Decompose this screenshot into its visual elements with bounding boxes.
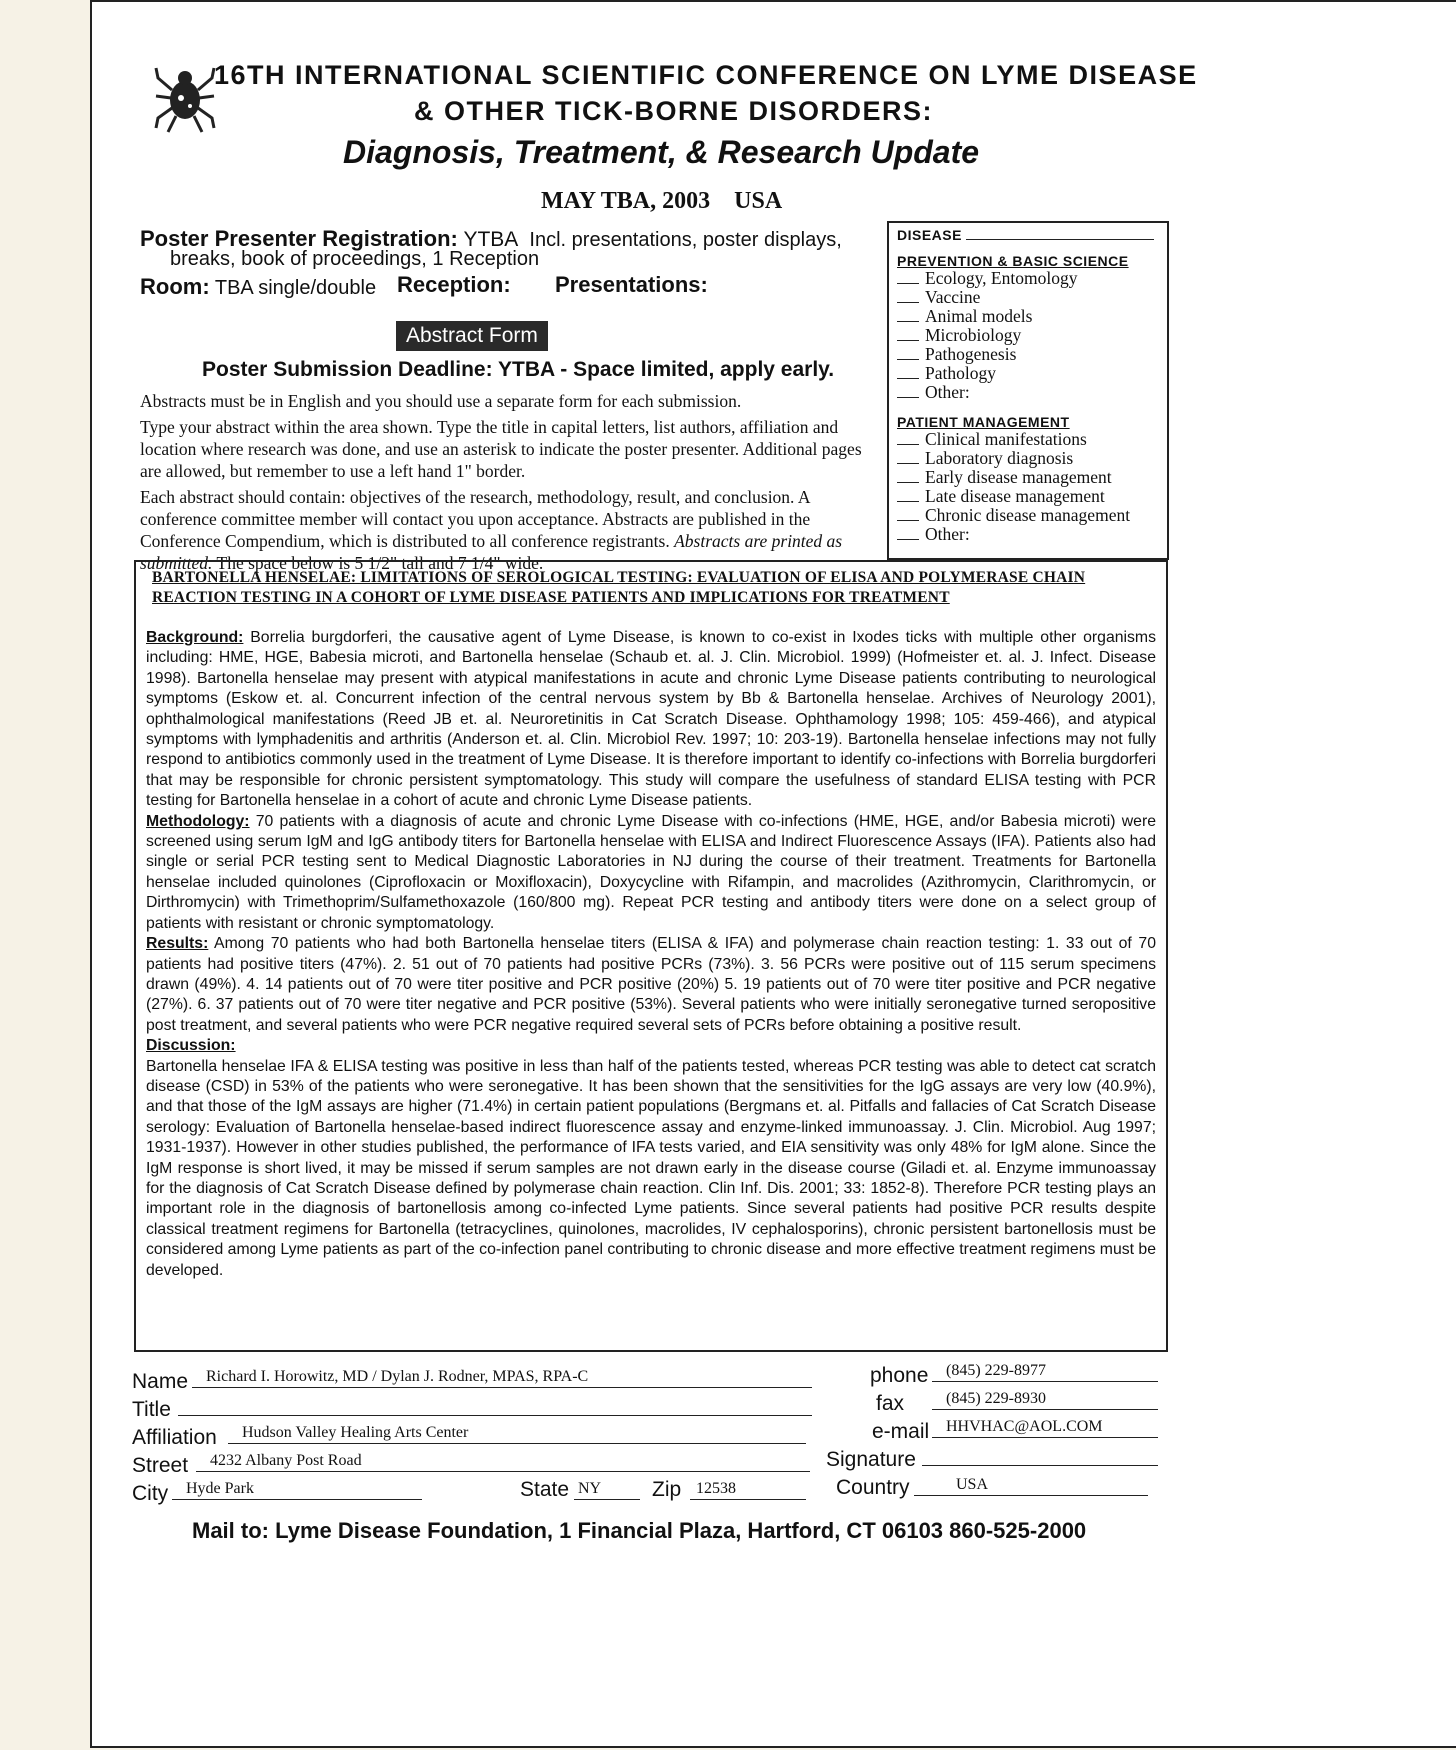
- email-field[interactable]: HHVHAC@AOL.COM: [932, 1418, 1158, 1438]
- abstract-area[interactable]: [134, 560, 1168, 1352]
- signature-label: Signature: [826, 1448, 916, 1471]
- patient-heading: PATIENT MANAGEMENT: [897, 414, 1070, 430]
- reception-label: Reception:: [397, 272, 511, 297]
- instructions-p2: Type your abstract within the area shown. Type the title in capital letters, list authors, affiliation and location where research was done, and use an asterisk to indicate the poster presenter. Additional pages are allowed, but remember to use a left hand 1" border.: [140, 417, 862, 481]
- city-label: City: [132, 1482, 169, 1505]
- patient-item-label: Clinical manifestations: [925, 429, 1087, 449]
- tick-logo-icon: [154, 58, 216, 136]
- checkbox-blank[interactable]: [897, 488, 919, 502]
- prevention-item-label: Pathogenesis: [925, 344, 1017, 364]
- checkbox-blank[interactable]: [897, 507, 919, 521]
- results-section: Results: Among 70 patients who had both Bartonella henselae titers (ELISA & IFA) and polymerase chain reaction testing: 1. 33 out of 70 patients had positive titers (47%). 2. 51 out of 70 patients had positive PCRs (73%). 3. 56 PCRs were positive out of 115 serum specimens drawn (49%). 4. 14 patients out of 70 were titer positive and PCR positive (20%) 5. 19 patients out of 70 were titer positive and PCR negative (27%). 6. 37 patients out of 70 were titer negative and PCR positive (53%). Several patients who were initially seronegative turned seropositive post treatment, and several patients who were PCR negative required several sets of PCRs before obtaining a positive result.: [146, 935, 1156, 1034]
- conference-date: MAY TBA, 2003 USA: [541, 188, 783, 214]
- disease-field[interactable]: DISEASE: [897, 227, 1159, 243]
- affiliation-field[interactable]: Hudson Valley Healing Arts Center: [228, 1424, 806, 1444]
- instructions-p3: Each abstract should contain: objectives of the research, methodology, result, and conclusion. A conference committee member will contact you upon acceptance. Abstracts are published in the Conference Compendium, which is distributed to all conference registrants. Abstracts are printed as submitted. The space below is 5 1/2" tall and 7 1/4" wide.: [140, 487, 843, 573]
- prevention-item-label: Pathology: [925, 363, 996, 383]
- registration-line: Poster Presenter Registration: YTBA Incl. presentations, poster displays,: [140, 226, 842, 251]
- background-section: Background: Borrelia burgdorferi, the causative agent of Lyme Disease, is known to co-exist in Ixodes ticks with multiple other organisms including: HME, HGE, Babesia microti, and Bartonella henselae (Schaub et. al. J. Clin. Microbiol. 1999) (Hofmeister et. al. J. Infect. Disease 1998). Bartonella henselae may present with atypical manifestations in acute and chronic Lyme Disease patients contributing to neurological symptoms (Eskow et. al. Concurrent infection of the central nervous system by Bb & Bartonella henselae. Archives of Neurology 2001), ophthalmological manifestations (Reed JB et. al. Neuroretinitis in Cat Scratch Disease. Ophthamology 1998; 105: 459-466), and atypical symptoms with lymphadenitis and arthritis (Anderson et. al. Clin. Microbiol Rev. 1997; 10: 203-19). Bartonella henselae infections may not fully respond to antibiotics commonly used in the treatment of Lyme Disease. It is therefore important to identify co-infections with Borrelia burgdorferi that may be responsible for chronic persistent symptomatology. This study will compare the usefulness of standard ELISA testing with PCR testing for Bartonella henselae in a cohort of acute and chronic Lyme Disease patients.: [146, 629, 1156, 810]
- state-field[interactable]: NY: [574, 1480, 640, 1500]
- registration-includes: breaks, book of proceedings, 1 Reception: [170, 248, 540, 270]
- submission-deadline: Poster Submission Deadline: YTBA - Space limited, apply early.: [202, 358, 835, 381]
- patient-item-label: Other:: [925, 524, 970, 544]
- zip-label: Zip: [652, 1478, 682, 1501]
- prevention-list: [897, 269, 1159, 402]
- patient-item[interactable]: [897, 506, 1159, 525]
- patient-item-label: Late disease management: [925, 486, 1105, 506]
- patient-list: [897, 430, 1159, 544]
- checkbox-blank[interactable]: [897, 431, 919, 445]
- prevention-item[interactable]: [897, 364, 1159, 383]
- patient-item-label: Laboratory diagnosis: [925, 448, 1074, 468]
- name-label: Name: [132, 1370, 189, 1393]
- affiliation-label: Affiliation: [132, 1426, 217, 1449]
- email-label: e-mail: [872, 1420, 930, 1443]
- zip-field[interactable]: 12538: [690, 1480, 806, 1500]
- form-page: [90, 0, 1456, 1748]
- abstract-title: BARTONELLA HENSELAE: LIMITATIONS OF SEROLOGICAL TESTING: EVALUATION OF ELISA AND POLYMERASE CHAIN REACTION TESTING IN A COHORT OF LYME DISEASE PATIENTS AND IMPLICATIONS FOR TREATMENT: [152, 569, 1086, 606]
- category-box: [887, 221, 1169, 560]
- prevention-item-label: Other:: [925, 382, 970, 402]
- prevention-item[interactable]: [897, 345, 1159, 364]
- signature-field[interactable]: [922, 1446, 1158, 1466]
- checkbox-blank[interactable]: [897, 469, 919, 483]
- prevention-item[interactable]: [897, 288, 1159, 307]
- patient-item[interactable]: [897, 487, 1159, 506]
- street-label: Street: [132, 1454, 189, 1477]
- checkbox-blank[interactable]: [897, 327, 919, 341]
- prevention-item[interactable]: [897, 307, 1159, 326]
- prevention-item[interactable]: [897, 269, 1159, 288]
- checkbox-blank[interactable]: [897, 289, 919, 303]
- city-field[interactable]: Hyde Park: [172, 1480, 422, 1500]
- checkbox-blank[interactable]: [897, 346, 919, 360]
- checkbox-blank[interactable]: [897, 450, 919, 464]
- room-line: Room: TBA single/double: [140, 274, 377, 299]
- prevention-item-label: Vaccine: [925, 287, 981, 307]
- checkbox-blank[interactable]: [897, 270, 919, 284]
- patient-item[interactable]: [897, 430, 1159, 449]
- phone-field[interactable]: (845) 229-8977: [932, 1362, 1158, 1382]
- prevention-item-label: Animal models: [925, 306, 1033, 326]
- title-label: Title: [132, 1398, 171, 1421]
- instructions-p1: Abstracts must be in English and you should use a separate form for each submission.: [140, 391, 742, 411]
- fax-field[interactable]: (845) 229-8930: [932, 1390, 1158, 1410]
- prevention-item-label: Ecology, Entomology: [925, 268, 1078, 288]
- patient-item[interactable]: [897, 525, 1159, 544]
- checkbox-blank[interactable]: [897, 384, 919, 398]
- patient-item[interactable]: [897, 468, 1159, 487]
- checkbox-blank[interactable]: [897, 308, 919, 322]
- abstract-form-badge: Abstract Form: [396, 321, 548, 351]
- abstract-body: [146, 628, 1156, 1281]
- methodology-section: Methodology: 70 patients with a diagnosis of acute and chronic Lyme Disease with co-infections (HME, HGE, and/or Babesia microti) were screened using serum IgM and IgG antibody titers for Bartonella henselae with ELISA and Indirect Fluorescence Assays (IFA). Patients also had single or serial PCR testing sent to Medical Diagnostic Laboratories in NJ during the course of their treatment. Treatments for Bartonella henselae included quinolones (Ciprofloxacin or Moxifloxacin), Doxycycline with Rifampin, and macrolides (Azithromycin, Clarithromycin, or Dirthromycin) with Trimethoprim/Sulfamethoxazole (160/800 mg). Repeat PCR testing and antibody titers were done on a select group of patients with resistant or chronic symptomatology.: [146, 812, 1157, 932]
- instructions: [140, 390, 874, 578]
- checkbox-blank[interactable]: [897, 526, 919, 540]
- country-field[interactable]: USA: [914, 1476, 1148, 1496]
- prevention-item[interactable]: [897, 383, 1159, 402]
- presentations-label: Presentations:: [555, 272, 708, 297]
- fax-label: fax: [876, 1392, 905, 1415]
- patient-item[interactable]: [897, 449, 1159, 468]
- patient-item-label: Early disease management: [925, 467, 1112, 487]
- patient-item-label: Chronic disease management: [925, 505, 1131, 525]
- title-field[interactable]: [178, 1396, 812, 1416]
- name-field[interactable]: Richard I. Horowitz, MD / Dylan J. Rodner, MPAS, RPA-C: [192, 1368, 812, 1388]
- state-label: State: [520, 1478, 570, 1501]
- checkbox-blank[interactable]: [897, 365, 919, 379]
- conference-subtitle: Diagnosis, Treatment, & Research Update: [343, 134, 980, 170]
- phone-label: phone: [870, 1364, 929, 1387]
- prevention-item-label: Microbiology: [925, 325, 1022, 345]
- mail-to-address: Mail to: Lyme Disease Foundation, 1 Financial Plaza, Hartford, CT 06103 860-525-2000: [192, 1518, 1087, 1543]
- discussion-text: Bartonella henselae IFA & ELISA testing was positive in less than half of the patients tested, whereas PCR testing was able to detect cat scratch disease (CSD) in 53% of the patients who were seronegative. It has been shown that the sensitivities for the IgG assays are very low (40.9%), and that those of the IgM assays are higher (71.4%) in certain patient populations (Bergmans et. al. Pitfalls and fallacies of Cat Scratch Disease serology: Evaluation of Bartonella henselae-based indirect fluorescence assay and enzyme-linked immunoassay. J. Clin. Microbiol. Aug 1997; 1931-1937). However in other studies published, the performance of IFA tests varied, and EIA sensitivity was only 48% for IgM alone. Since the IgM response is short lived, it may be missed if serum samples are not drawn early in the disease course (Giladi et. al. Enzyme immunoassay for the diagnosis of Cat Scratch Disease defined by polymerase chain reaction. Clin Inf. Dis. 2001; 33: 1852-8). Therefore PCR testing plays an important role in the diagnosis of bartonellosis among co-infected Lyme patients. Since several patients had positive PCR results despite classical treatment regimens for Bartonella (tetracyclines, quinolones, macrolides, IV cephalosporins), chronic persistent bartonellosis must be considered among Lyme patients as part of the co-infection panel contributing to chronic disease and more effective treatment regimens must be developed.: [146, 1057, 1156, 1279]
- discussion-section: Discussion:: [146, 1037, 236, 1055]
- prevention-item[interactable]: [897, 326, 1159, 345]
- country-label: Country: [836, 1476, 910, 1499]
- prevention-heading: PREVENTION & BASIC SCIENCE: [897, 253, 1129, 269]
- conference-title-line2: & OTHER TICK-BORNE DISORDERS:: [414, 96, 934, 126]
- conference-title-line1: 16TH INTERNATIONAL SCIENTIFIC CONFERENCE ON LYME DISEASE: [214, 60, 1198, 90]
- street-field[interactable]: 4232 Albany Post Road: [196, 1452, 810, 1472]
